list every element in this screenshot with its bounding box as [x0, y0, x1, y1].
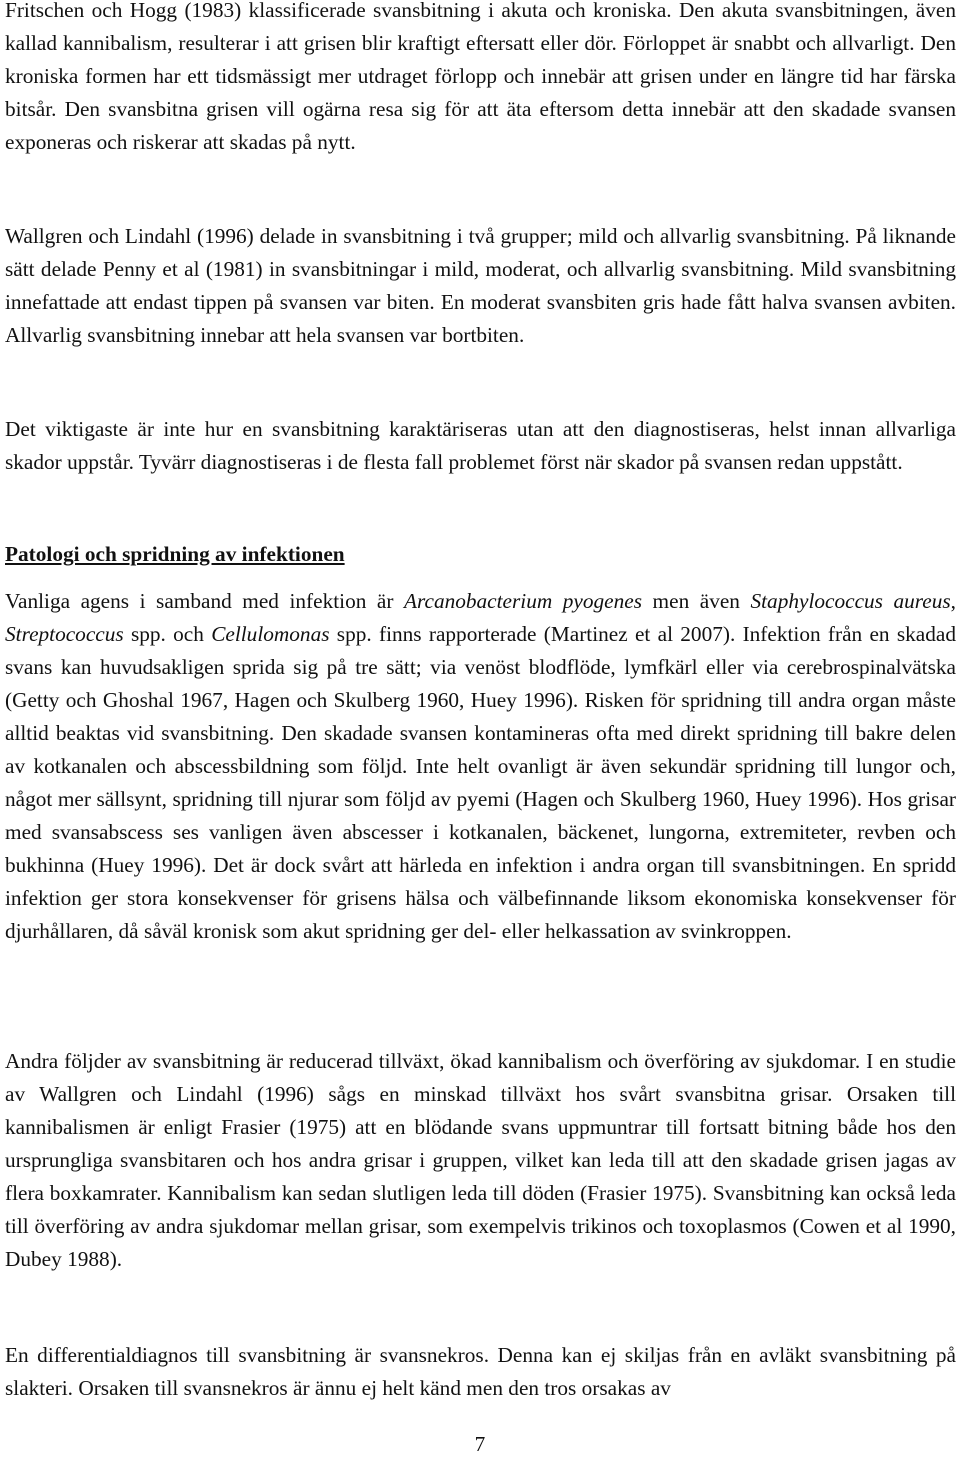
- text-run: spp. och: [123, 622, 212, 646]
- species-name: Staphylococcus aureus: [750, 589, 951, 613]
- text-run: spp. finns rapporterade (Martinez et al 2007). Infektion från en skadad svans kan huvudsakligen sprida sig på tre sätt; via venöst blodflöde, lymfkärl eller via cerebrospinalvätska (Getty och Ghoshal 1967, Hagen och Skulberg 1960, Huey 1996). Risken för spridning till andra organ måste alltid beaktas vid svansbitning. Den skadade svansen kontamineras ofta med direkt spridning till bakre delen av kotkanalen och abscessbildning som följd. Inte helt ovanligt är även sekundär spridning till lungor och, något mer sällsynt, spridning till njurar som följd av pyemi (Hagen och Skulberg 1960, Huey 1996). Hos grisar med svansabscess ses vanligen även abscesser i kotkanalen, bäckenet, lungorna, extremiteter, revben och bukhinna (Huey 1996). Det är dock svårt att härleda en infektion i andra organ till svansbitningen. En spridd infektion ger stora konsekvenser för grisens hälsa och välbefinnande liksom ekonomiska konsekvenser för djurhållaren, då såväl kronisk som akut spridning ger del- eller helkassation av svinkroppen.: [5, 622, 957, 943]
- text-run: men även: [642, 589, 751, 613]
- text-run: Vanliga agens i samband med infektion är: [5, 589, 404, 613]
- paragraph: Wallgren och Lindahl (1996) delade in svansbitning i två grupper; mild och allvarlig svansbitning. På liknande sätt delade Penny et al (1981) in svansbitningar i mild, moderat, och allvarlig svansbitning. Mild svansbitning innefattade att endast tippen på svansen var biten. En moderat svansbiten gris hade fått halva svansen avbiten. Allvarlig svansbitning innebar att hela svansen var bortbiten.: [5, 224, 956, 347]
- paragraph: Andra följder av svansbitning är reducerad tillväxt, ökad kannibalism och överföring av sjukdomar. I en studie av Wallgren och Lindahl (1996) sågs en minskad tillväxt hos svårt svansbitna grisar. Orsaken till kannibalismen är enligt Frasier (1975) att en blödande svans uppmuntrar till fortsatt bitning både hos den ursprungliga svansbitaren och hos andra grisar i gruppen, vilket kan leda till att den skadade grisen jagas av flera boxkamrater. Kannibalism kan sedan slutligen leda till döden (Frasier 1975). Svansbitning kan också leda till överföring av andra sjukdomar mellan grisar, som exempelvis trikinos och toxoplasmos (Cowen et al 1990, Dubey 1988).: [5, 1049, 956, 1271]
- species-name: Cellulomonas: [211, 622, 330, 646]
- page-number: 7: [474, 1432, 486, 1456]
- paragraph: Det viktigaste är inte hur en svansbitning karaktäriseras utan att den diagnostiseras, helst innan allvarliga skador uppstår. Tyvärr diagnostiseras i de flesta fall problemet först när skador på svansen redan uppstått.: [5, 417, 956, 474]
- species-name: Arcanobacterium pyogenes: [403, 589, 643, 613]
- section-heading: Patologi och spridning av infektionen: [5, 542, 345, 566]
- text-run: ,: [950, 589, 956, 613]
- paragraph: Fritschen och Hogg (1983) klassificerade svansbitning i akuta och kroniska. Den akuta svansbitningen, även kallad kannibalism, resulterar i att grisen blir kraftigt eftersatt eller dör. Förloppet är snabbt och allvarligt. Den kroniska formen har ett tidsmässigt mer utdraget förlopp och innebär att grisen under en längre tid har färska bitsår. Den svansbitna grisen vill ogärna resa sig för att äta eftersom detta innebär att den skadade svansen exponeras och riskerar att skadas på nytt.: [5, 0, 956, 154]
- paragraph: En differentialdiagnos till svansbitning är svansnekros. Denna kan ej skiljas från en avläkt svansbitning på slakteri. Orsaken till svansnekros är ännu ej helt känd men den tros orsakas av: [5, 1343, 956, 1400]
- species-name: Streptococcus: [5, 622, 124, 646]
- paragraph: [5, 585, 956, 948]
